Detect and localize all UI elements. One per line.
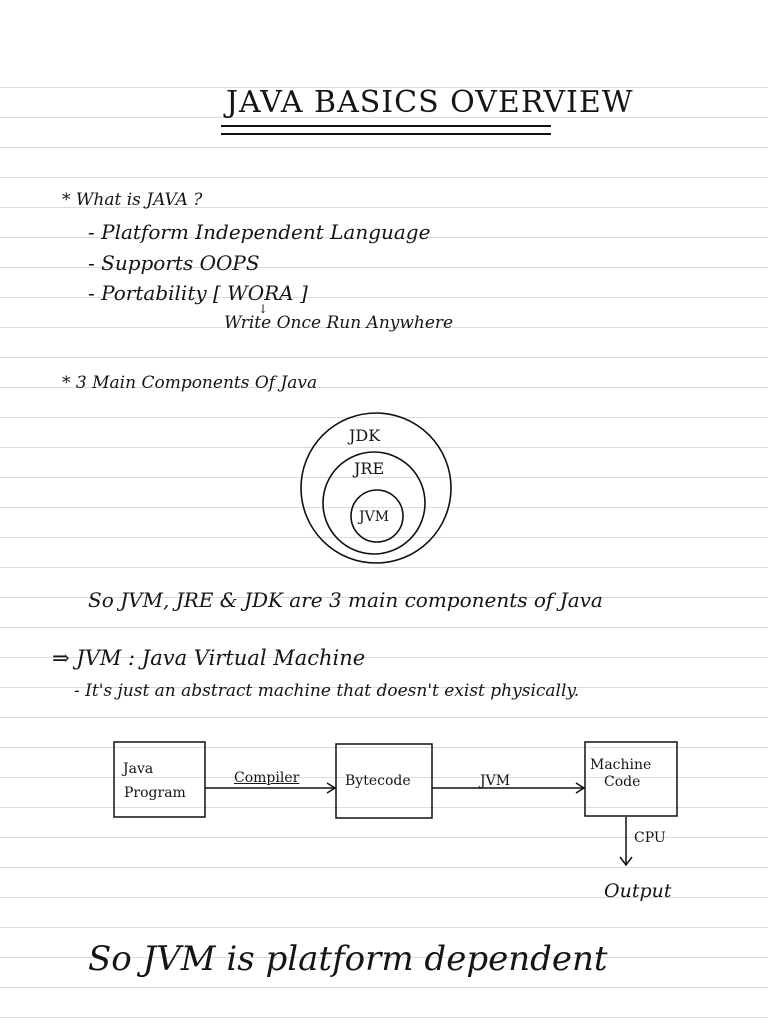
bytecode-label: Bytecode [345, 773, 411, 789]
java-program-label-1: Java [123, 761, 154, 777]
section1-point-1: - Platform Independent Language [88, 220, 431, 244]
machine-code-label-1: Machine [590, 757, 652, 773]
output-label: Output [604, 880, 672, 902]
section1-point-2: - Supports OOPS [88, 251, 260, 275]
page-title: JAVA BASICS OVERVIEW [226, 85, 634, 120]
java-program-label-2: Program [124, 785, 186, 801]
components-summary: So JVM, JRE & JDK are 3 main components of Java [88, 588, 603, 612]
wora-expansion: Write Once Run Anywhere [224, 313, 454, 333]
jre-label: JRE [354, 459, 385, 478]
jvm-description: - It's just an abstract machine that doesn't exist physically. [74, 681, 580, 701]
machine-code-label-2: Code [604, 774, 641, 790]
conclusion-text: So JVM is platform dependent [88, 939, 608, 979]
jvm-label: JVM [359, 509, 390, 525]
jvm-arrow-label: JVM [480, 773, 511, 789]
wora-arrow: ↓ [258, 302, 269, 316]
jdk-label: JDK [349, 426, 381, 445]
java-program-box [114, 742, 205, 817]
compiler-label: Compiler [234, 770, 300, 786]
section2-heading: * 3 Main Components Of Java [62, 373, 318, 393]
section1-heading: * What is JAVA ? [62, 190, 203, 210]
cpu-label: CPU [634, 830, 666, 846]
section1-point-3: - Portability [ WORA ] [88, 281, 308, 305]
section3-heading: ⇒ JVM : Java Virtual Machine [52, 646, 366, 670]
